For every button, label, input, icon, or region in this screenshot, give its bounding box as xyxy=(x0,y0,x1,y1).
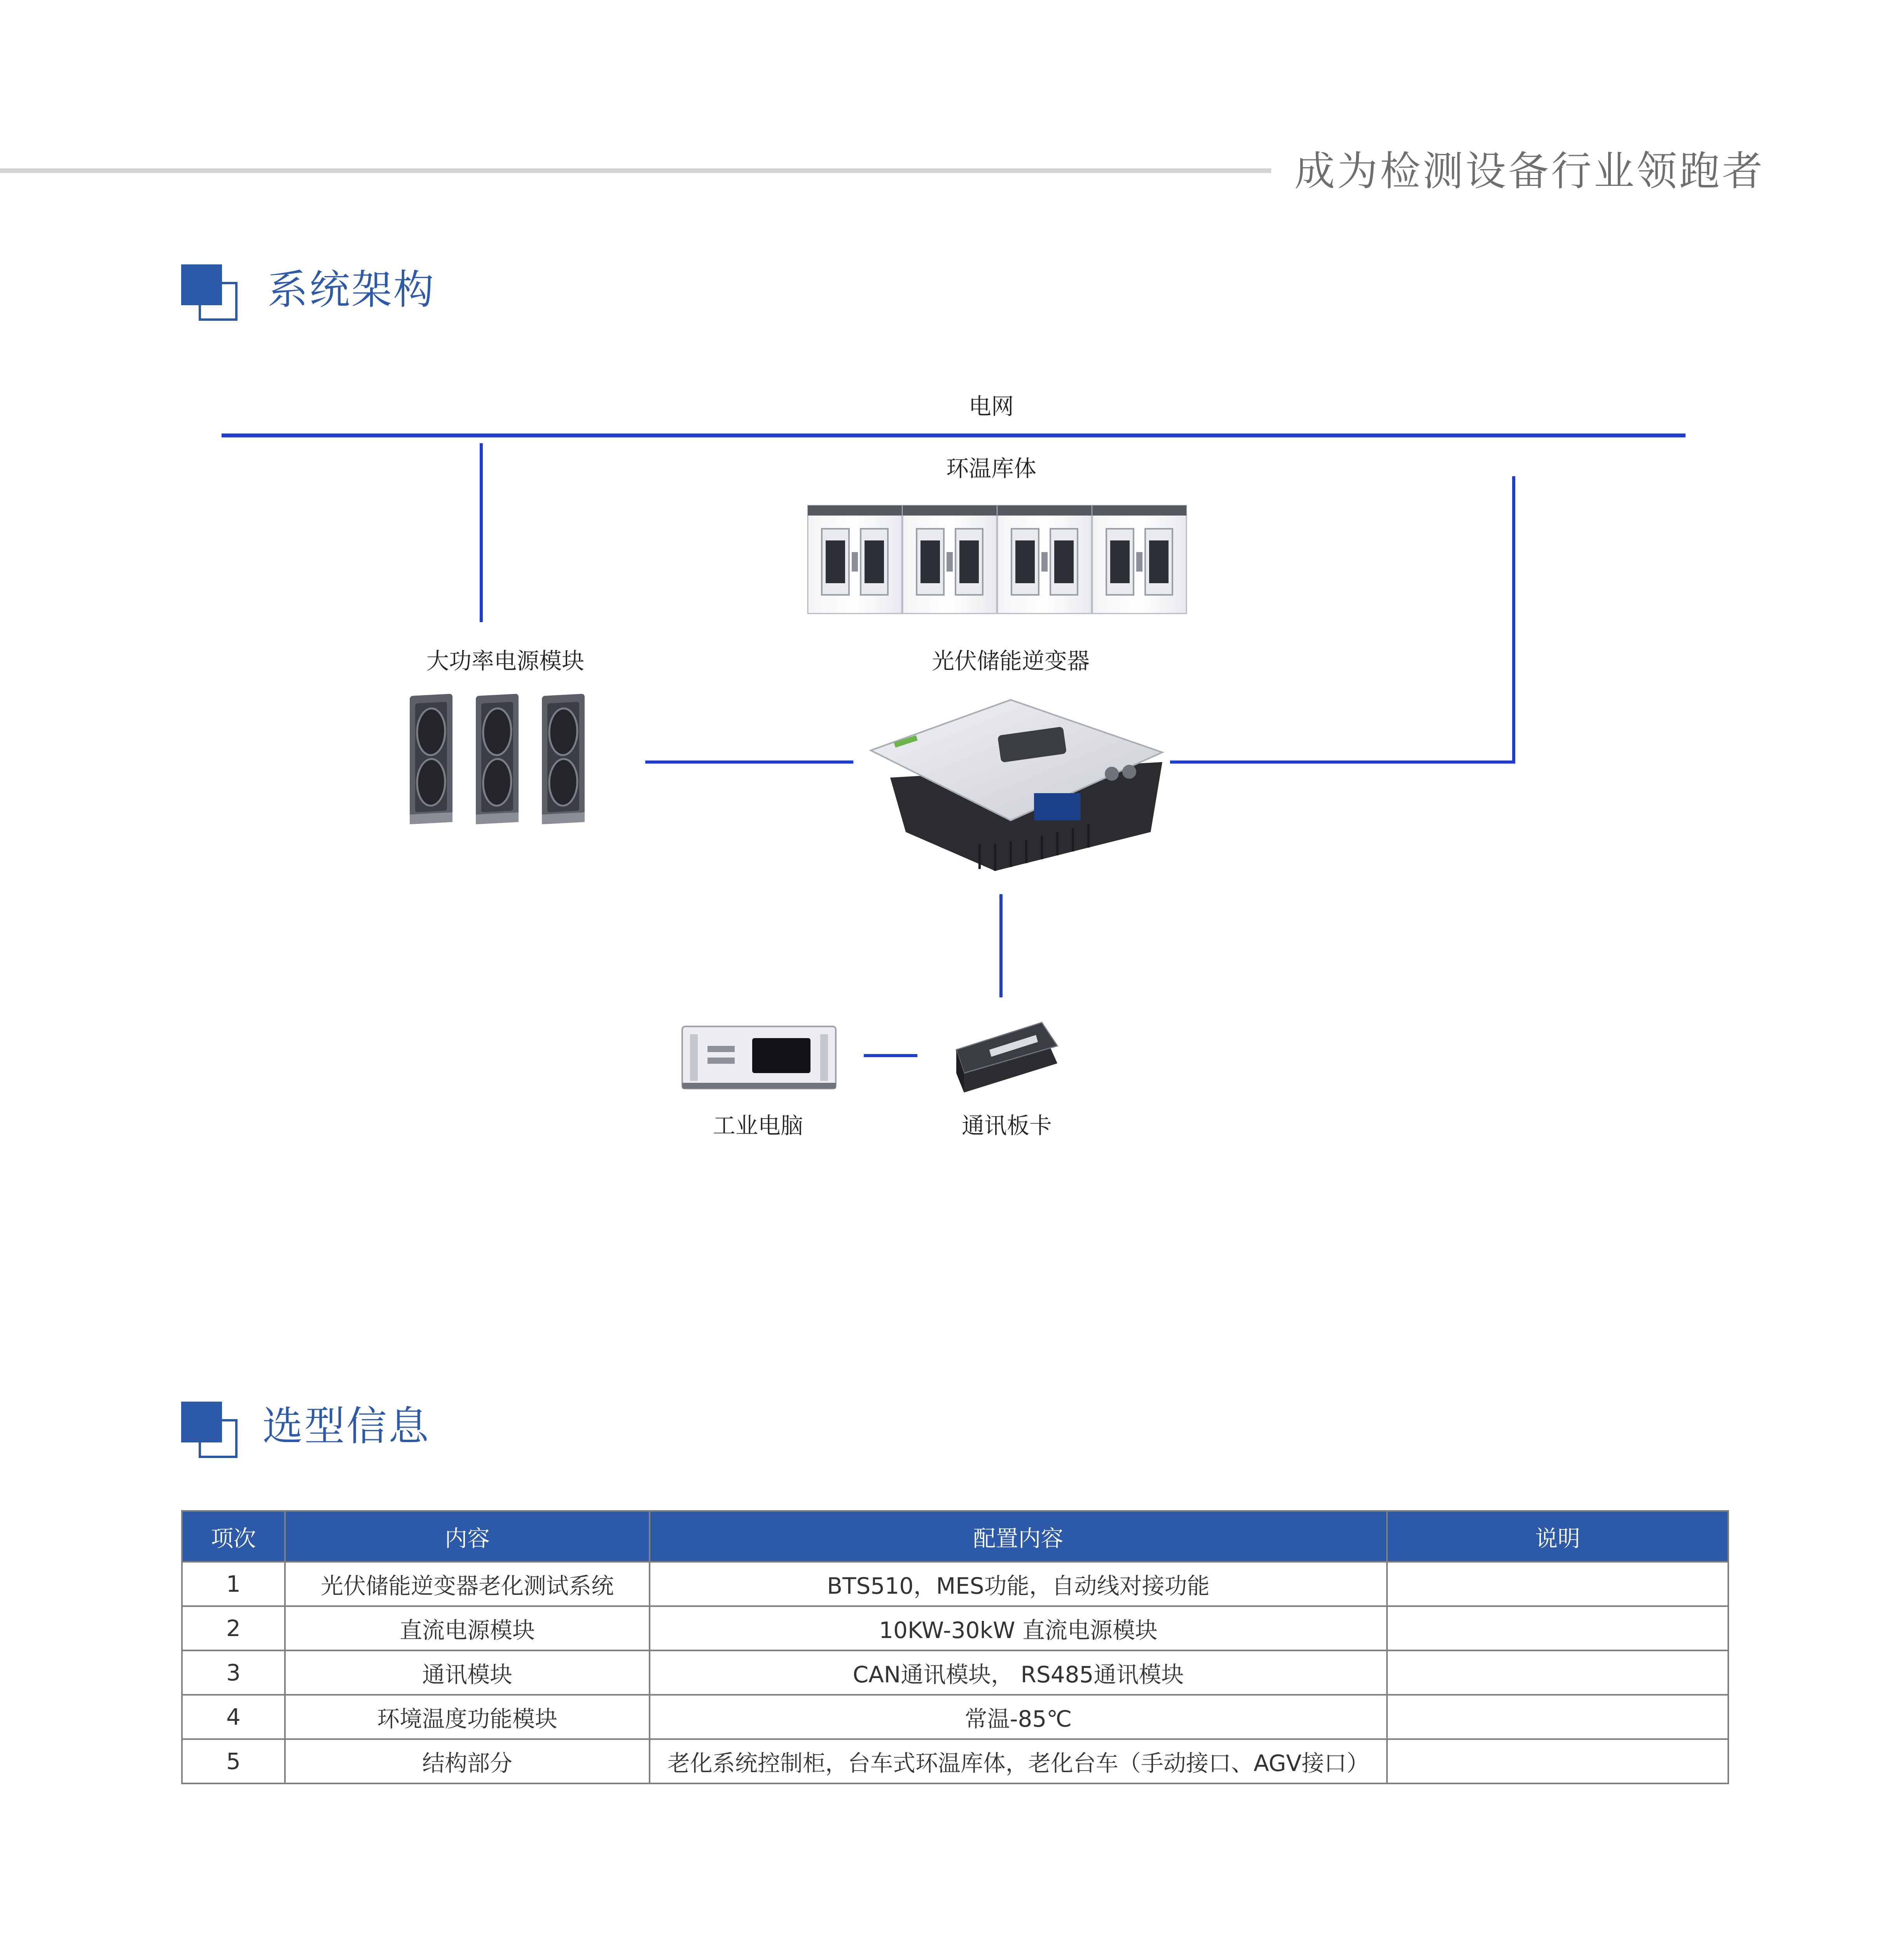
section-title-selection: 选型信息 xyxy=(262,1402,431,1450)
table-cell: 2 xyxy=(182,1606,285,1650)
table-cell xyxy=(1387,1695,1728,1739)
comm-card-illustration xyxy=(956,1023,1057,1093)
table-cell: 4 xyxy=(182,1695,285,1739)
section-title-architecture: 系统架构 xyxy=(267,266,436,313)
label-power-module: 大功率电源模块 xyxy=(426,648,584,674)
column-header: 项次 xyxy=(182,1511,285,1562)
ipc-illustration xyxy=(682,1026,836,1089)
table-row xyxy=(182,1562,1728,1606)
table-cell: 10KW-30kW 直流电源模块 xyxy=(650,1606,1387,1650)
table-cell: 5 xyxy=(182,1739,285,1783)
label-inverter: 光伏储能逆变器 xyxy=(931,648,1090,674)
table-cell: 通讯模块 xyxy=(285,1650,650,1695)
label-grid: 电网 xyxy=(968,393,1014,420)
table-cell: 老化系统控制柜，台车式环温库体，老化台车（手动接口、AGV接口） xyxy=(650,1739,1387,1783)
table-cell xyxy=(1387,1739,1728,1783)
label-chamber: 环温库体 xyxy=(946,455,1036,482)
table-row xyxy=(182,1695,1728,1739)
label-comm-card: 通讯板卡 xyxy=(961,1112,1052,1139)
table-cell: 环境温度功能模块 xyxy=(285,1695,650,1739)
table-cell xyxy=(1387,1562,1728,1606)
table-header-row xyxy=(182,1511,1728,1562)
table-row xyxy=(182,1739,1728,1783)
label-ipc: 工业电脑 xyxy=(713,1112,803,1139)
chamber-illustration xyxy=(808,505,1186,614)
table-cell xyxy=(1387,1650,1728,1695)
inverter-illustration xyxy=(871,700,1162,871)
table-cell: 结构部分 xyxy=(285,1739,650,1783)
arrow-inverter-to-grid xyxy=(1170,476,1514,762)
column-header: 配置内容 xyxy=(650,1511,1387,1562)
selection-table xyxy=(181,1510,1729,1784)
table-cell: BTS510，MES功能，自动线对接功能 xyxy=(650,1562,1387,1606)
table-cell: 1 xyxy=(182,1562,285,1606)
table-cell: 直流电源模块 xyxy=(285,1606,650,1650)
column-header: 内容 xyxy=(285,1511,650,1562)
table-row xyxy=(182,1606,1728,1650)
column-header: 说明 xyxy=(1387,1511,1728,1562)
table-cell: 光伏储能逆变器老化测试系统 xyxy=(285,1562,650,1606)
table-cell xyxy=(1387,1606,1728,1650)
power-module-illustration xyxy=(410,694,585,824)
table-cell: 常温-85℃ xyxy=(650,1695,1387,1739)
section-square-icon xyxy=(181,1402,239,1460)
table-row xyxy=(182,1650,1728,1695)
table-cell: CAN通讯模块， RS485通讯模块 xyxy=(650,1650,1387,1695)
table-cell: 3 xyxy=(182,1650,285,1695)
header-slogan: 成为检测设备行业领跑者 xyxy=(1294,147,1765,195)
